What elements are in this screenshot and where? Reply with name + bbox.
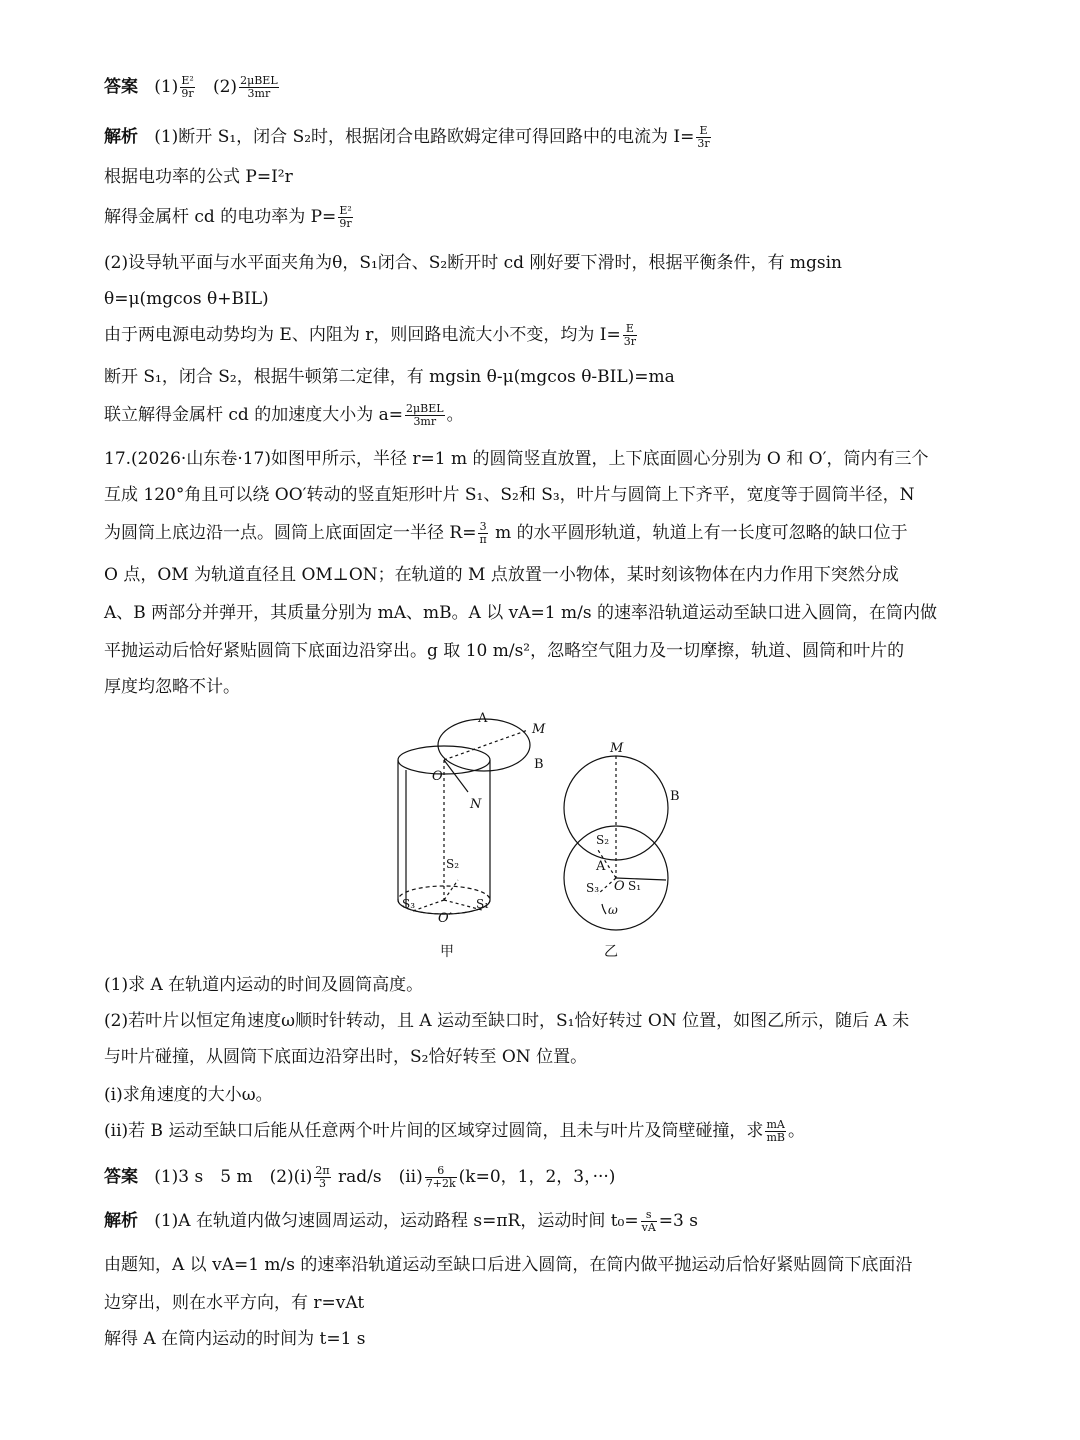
blade-s2-bottom: [444, 880, 458, 900]
analysis-line-7: 断开 S₁，闭合 S₂，根据牛顿第二定律，有 mgsin θ-μ(mgcos θ-BIL)=ma: [104, 367, 675, 387]
subquestion-1: (1)求 A 在轨道内运动的时间及圆筒高度。: [104, 975, 424, 995]
label-a-top: A: [596, 859, 606, 874]
fraction-denominator: vA: [641, 1221, 656, 1234]
label-s2: S₂: [446, 857, 460, 871]
text: m 的水平圆形轨道，轨道上有一长度可忽略的缺口位于: [489, 523, 908, 543]
label-b: B: [534, 757, 544, 772]
cylinder-diagram: [398, 719, 530, 914]
label-s1: S₁: [476, 897, 490, 911]
text: (k=0，1，2，3，···): [458, 1167, 616, 1187]
fraction-numerator: s: [641, 1209, 657, 1222]
label-s1-top: S₁: [628, 879, 642, 893]
track-circle-top: [564, 756, 668, 860]
label-n: N: [470, 797, 482, 812]
analysis-line-6: [104, 322, 639, 348]
analysis2-line-4: 解得 A 在筒内运动的时间为 t=1 s: [104, 1329, 366, 1349]
line-om: [444, 730, 528, 760]
label-b-top: B: [670, 789, 680, 804]
figure-svg: [388, 700, 708, 970]
label-o-prime: O′: [438, 911, 452, 926]
fraction: [478, 521, 487, 546]
question-line-7: 厚度均忽略不计。: [104, 677, 240, 697]
answer-line-1: [104, 74, 281, 100]
fraction: [314, 1165, 330, 1190]
analysis-line-2: 根据电功率的公式 P=I²r: [104, 167, 293, 187]
subquestion-2i: (i)求角速度的大小ω。: [104, 1085, 273, 1105]
text: (1)3 s 5 m (2)(i): [154, 1167, 313, 1187]
caption-right: 乙: [604, 944, 618, 960]
question-line-3: [104, 520, 908, 546]
fraction-denominator: 3r: [697, 137, 710, 150]
subquestion-2b: 与叶片碰撞，从圆筒下底面边沿穿出时，S₂恰好转至 ON 位置。: [104, 1047, 588, 1067]
fraction-numerator: 3: [479, 520, 487, 533]
label-a: A: [478, 711, 488, 726]
text: 。: [446, 405, 464, 425]
fraction-denominator: 9r: [339, 217, 352, 230]
answer-part-2: (2): [212, 77, 238, 97]
fraction-denominator: mB: [766, 1131, 785, 1144]
answer-line-2: [104, 1164, 615, 1190]
analysis-line-5: θ=μ(mgcos θ+BIL): [104, 289, 269, 309]
label-omega: ω: [608, 903, 618, 917]
analysis2-line-3: 边穿出，则在水平方向，有 r=vAt: [104, 1293, 365, 1313]
question-line-2: 互成 120°角且可以绕 OO′转动的竖直矩形叶片 S₁、S₂和 S₃，叶片与圆筒上下齐平，宽度等于圆筒半径，N: [104, 485, 915, 505]
question-line-4: O 点，OM 为轨道直径且 OM⊥ON；在轨道的 M 点放置一小物体，某时刻该物体在内力作用下突然分成: [104, 565, 899, 585]
rotation-arc: [602, 904, 606, 914]
text: 。: [787, 1121, 805, 1141]
label-s3-top: S₃: [586, 881, 600, 895]
label-m-top: M: [610, 741, 624, 756]
fraction: [765, 1119, 786, 1144]
track-circle: [438, 719, 530, 771]
fraction: [338, 205, 352, 230]
fraction: [239, 75, 279, 100]
fraction: [623, 323, 637, 348]
text: 联立解得金属杆 cd 的加速度大小为 a=: [104, 405, 403, 425]
label-s2-top: S₂: [596, 833, 610, 847]
fraction: [425, 1165, 457, 1190]
fraction-numerator: E: [623, 323, 637, 336]
question-line-5: A、B 两部分并弹开，其质量分别为 mA、mB。A 以 vA=1 m/s 的速率沿轨道运动至缺口进入圆筒，在筒内做: [104, 603, 937, 623]
analysis-line-1: [104, 124, 713, 150]
fraction-denominator: 3r: [623, 335, 636, 348]
fraction: [696, 125, 710, 150]
text: 为圆筒上底边沿一点。圆筒上底面固定一半径 R=: [104, 523, 477, 543]
answer-label: 答案: [104, 1167, 138, 1187]
answer-label: 答案: [104, 77, 138, 97]
fraction-denominator: 9r: [181, 87, 194, 100]
question-line-1: 17.(2026·山东卷·17)如图甲所示，半径 r=1 m 的圆筒竖直放置，上下底面圆心分别为 O 和 O′，筒内有三个: [104, 449, 929, 469]
figure: [388, 700, 708, 970]
analysis-line-4: (2)设导轨平面与水平面夹角为θ，S₁闭合、S₂断开时 cd 刚好要下滑时，根据平衡条件，有 mgsin: [104, 253, 842, 273]
subquestion-2a: (2)若叶片以恒定角速度ω顺时针转动，且 A 运动至缺口时，S₁恰好转过 ON 位置，如图乙所示，随后 A 未: [104, 1011, 910, 1031]
analysis-line-8: [104, 402, 464, 428]
fraction-numerator: E: [696, 125, 710, 138]
line-on: [444, 760, 468, 792]
fraction-numerator: E²: [181, 74, 194, 87]
analysis-line-3: [104, 204, 355, 230]
fraction-denominator: 7+2k: [425, 1177, 456, 1190]
analysis-label: 解析: [104, 127, 138, 147]
fraction-numerator: 2μBEL: [406, 402, 444, 415]
fraction: [641, 1209, 657, 1234]
text: (1)断开 S₁，闭合 S₂时，根据闭合电路欧姆定律可得回路中的电流为 I=: [154, 127, 695, 147]
subquestion-2ii: [104, 1118, 805, 1144]
answer-part-1: (1): [154, 77, 179, 97]
label-o: O: [432, 769, 443, 784]
fraction-denominator: 3: [318, 1177, 326, 1190]
fraction-denominator: 3mr: [247, 87, 271, 100]
fraction: [180, 75, 194, 100]
fraction-numerator: 2μBEL: [240, 74, 278, 87]
text: =3 s: [658, 1211, 698, 1231]
text: 解得金属杆 cd 的电功率为 P=: [104, 207, 337, 227]
fraction-numerator: 6: [425, 1165, 457, 1178]
analysis2-line-2: 由题知，A 以 vA=1 m/s 的速率沿轨道运动至缺口后进入圆筒，在筒内做平抛运动后恰好紧贴圆筒下底面沿: [104, 1255, 913, 1275]
fraction: [405, 403, 445, 428]
text: 由于两电源电动势均为 E、内阻为 r，则回路电流大小不变，均为 I=: [104, 325, 621, 345]
fraction-numerator: mA: [766, 1118, 785, 1131]
label-s3: S₃: [402, 897, 416, 911]
text: rad/s (ii): [332, 1167, 423, 1187]
analysis2-line-1: [104, 1208, 698, 1234]
fraction-numerator: 2π: [315, 1164, 330, 1177]
analysis-label: 解析: [104, 1211, 138, 1231]
label-m: M: [532, 722, 546, 737]
caption-left: 甲: [440, 944, 454, 960]
label-o-top: O: [614, 879, 625, 894]
fraction-denominator: π: [479, 533, 487, 546]
text: (ii)若 B 运动至缺口后能从任意两个叶片间的区域穿过圆筒，且未与叶片及筒壁碰撞，求: [104, 1121, 764, 1141]
fraction-numerator: E²: [339, 204, 352, 217]
fraction-denominator: 3mr: [413, 415, 437, 428]
text: (1)A 在轨道内做匀速圆周运动，运动路程 s=πR，运动时间 t₀=: [154, 1211, 639, 1231]
question-line-6: 平抛运动后恰好紧贴圆筒下底面边沿穿出。g 取 10 m/s²，忽略空气阻力及一切摩擦，轨道、圆筒和叶片的: [104, 641, 905, 661]
